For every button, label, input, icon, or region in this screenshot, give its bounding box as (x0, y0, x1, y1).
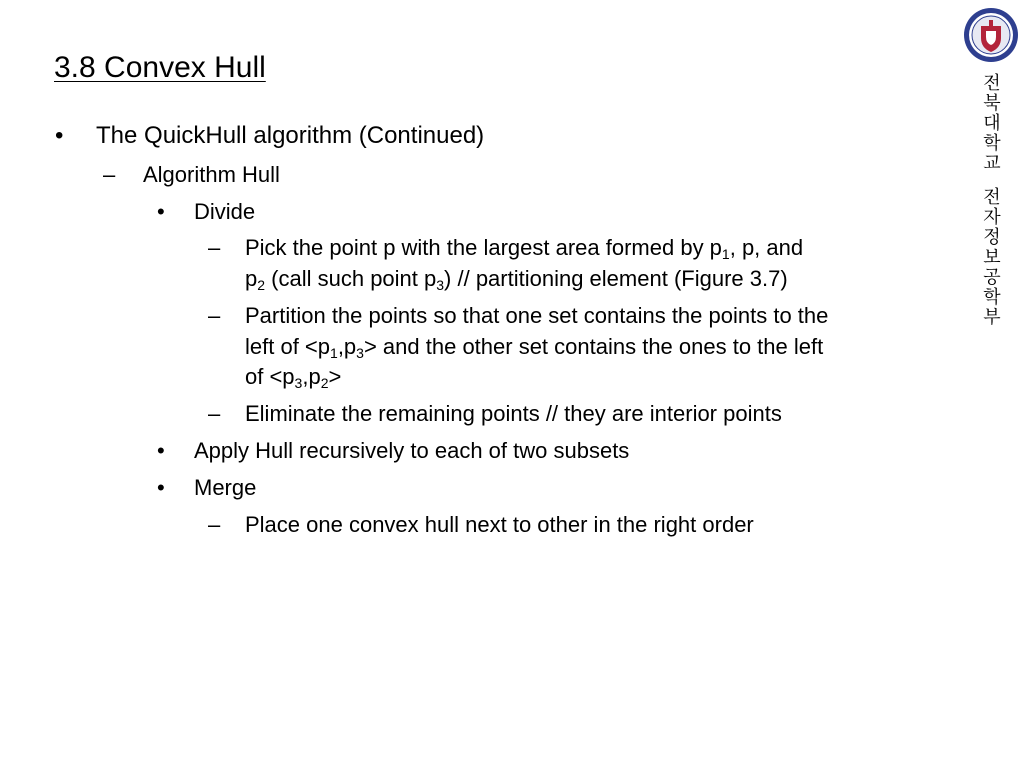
bullet-pick-point (245, 233, 803, 263)
text-run: ,p (337, 334, 357, 359)
subscript: 3 (294, 375, 303, 391)
text-run: Pick the point p with the largest area formed by p (245, 235, 722, 260)
dash-marker: – (208, 303, 221, 328)
bullet-place: Place one convex hull next to other in the right order (245, 512, 754, 537)
department-vertical-label (980, 74, 1004, 328)
bullet-marker: • (157, 438, 165, 463)
bullet-apply-hull: Apply Hull recursively to each of two subsets (194, 438, 630, 463)
side-char: 공 (983, 267, 1001, 288)
text-run: , p, and (729, 235, 804, 260)
bullet-eliminate: Eliminate the remaining points // they are interior points (245, 401, 782, 426)
text-run: p (245, 266, 258, 291)
bullet-marker: • (157, 199, 165, 224)
dash-marker: – (208, 235, 221, 260)
subscript: 1 (330, 345, 338, 361)
bullet-partition-line2 (245, 332, 823, 362)
subscript: 2 (257, 277, 266, 293)
side-char: 학 (983, 287, 1001, 308)
text-run: ) // partitioning element (Figure 3.7) (444, 266, 788, 291)
university-seal-icon (962, 6, 1020, 64)
side-char: 교 (983, 153, 1001, 174)
subscript: 2 (320, 375, 329, 391)
text-run: > and the other set contains the ones to the left (363, 334, 824, 359)
bullet-marker: • (55, 122, 64, 149)
bullet-partition (245, 301, 828, 331)
side-gap (980, 174, 1004, 188)
text-run: ,p (302, 364, 321, 389)
text-run: (call such point p (265, 266, 437, 291)
side-char: 보 (983, 247, 1001, 268)
bullet-partition-line3 (245, 362, 341, 392)
bullet-divide: Divide (194, 199, 256, 224)
side-char: 대 (983, 113, 1001, 134)
side-char: 학 (983, 133, 1001, 154)
subscript: 3 (436, 277, 445, 293)
text-run: > (328, 364, 342, 389)
side-char: 전 (983, 187, 1001, 208)
bullet-quickhull: The QuickHull algorithm (Continued) (96, 122, 485, 149)
side-char: 전 (983, 73, 1001, 94)
bullet-algorithm-hull: Algorithm Hull (143, 162, 280, 187)
side-char: 정 (983, 227, 1001, 248)
side-char: 부 (983, 307, 1001, 328)
subscript: 1 (721, 246, 730, 262)
text-run: Partition the points so that one set contains the points to the (245, 303, 829, 328)
bullet-pick-point-line2 (245, 264, 788, 294)
text-run: of <p (245, 364, 295, 389)
text-run: left of <p (245, 334, 331, 359)
dash-marker: – (103, 162, 116, 187)
bullet-merge: Merge (194, 475, 257, 500)
side-char: 자 (983, 207, 1001, 228)
dash-marker: – (208, 512, 221, 537)
dash-marker: – (208, 401, 221, 426)
side-char: 북 (983, 93, 1001, 114)
subscript: 3 (356, 345, 364, 361)
bullet-marker: • (157, 475, 165, 500)
slide-title: 3.8 Convex Hull (54, 51, 266, 84)
